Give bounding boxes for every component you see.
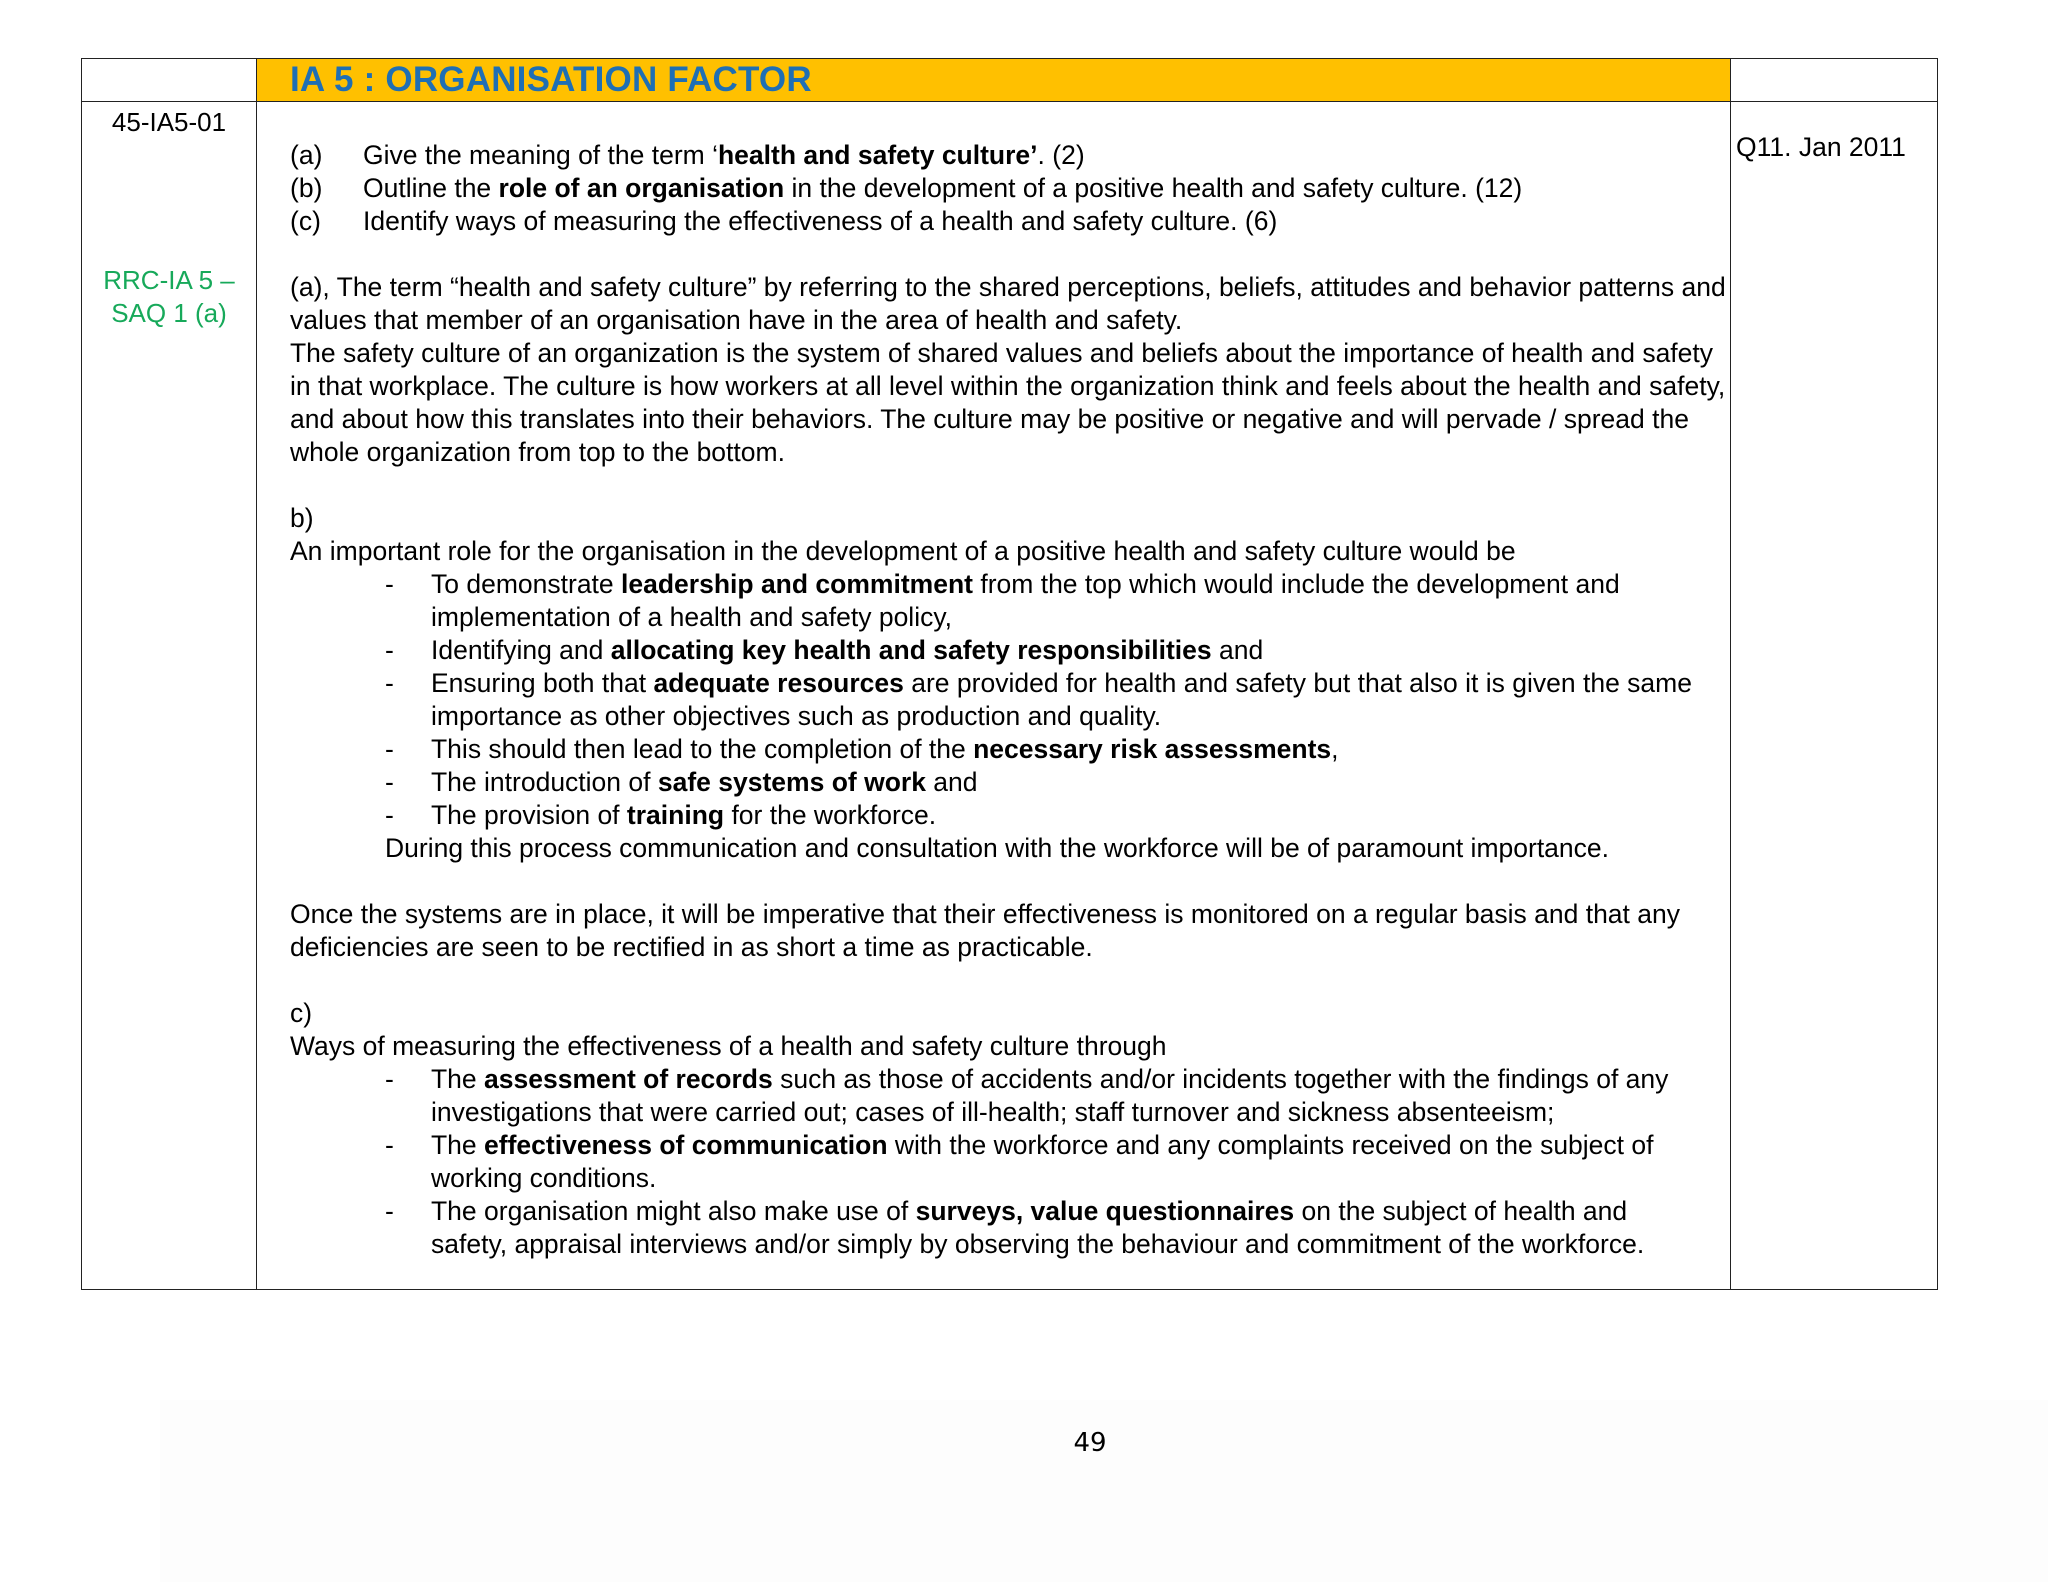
bullet-item: - The introduction of safe systems of work and [385,767,978,797]
page-number: 49 [1073,1428,1107,1458]
answer-b-intro: An important role for the organisation in the development of a positive health and safety culture would be [290,536,1516,566]
question-text: Identify ways of measuring the effectiveness of a health and safety culture. (6) [363,206,1278,236]
question-item [290,205,1730,238]
content-row [82,102,1938,1290]
question-label: (b) [290,173,323,203]
answer-c-intro: Ways of measuring the effectiveness of a health and safety culture through [290,1031,1167,1061]
answer-c-bullets [290,1063,1730,1261]
question-table [81,58,1938,1290]
header-row [82,59,1938,102]
section-title: IA 5 : ORGANISATION FACTOR [257,59,1731,102]
question-text: Outline the role of an organisation in the development of a positive health and safety culture. (12) [363,173,1523,203]
source-cell: Q11. Jan 2011 [1731,102,1938,1290]
bullet-item: - To demonstrate leadership and commitment from the top which would include the development and implementation of a health and safety policy, [385,569,1620,632]
question-item [290,172,1730,205]
rrc-line-2: SAQ 1 (a) [111,298,227,328]
answer-b-closing: During this process communication and consultation with the workforce will be of paramount importance. [385,833,1610,863]
bullet-item: - The assessment of records such as those of accidents and/or incidents together with the findings of any investigations that were carried out; cases of ill-health; staff turnover and sickness absenteeism; [385,1064,1669,1127]
answer-c-label: c) [290,998,313,1028]
answer-a-paragraph-1: (a), The term “health and safety culture” by referring to the shared perceptions, beliefs, attitudes and behavior patterns and values that member of an organisation have in the area of health and safety. [290,272,1726,335]
reference-cell [82,102,257,1290]
question-label: (a) [290,140,323,170]
answer-b-label: b) [290,503,314,533]
bullet-item: - This should then lead to the completion of the necessary risk assessments, [385,734,1339,764]
answer-a-paragraph-2: The safety culture of an organization is the system of shared values and beliefs about the importance of health and safety in that workplace. The culture is how workers at all level within the organization think and feels about the health and safety, and about how this translates into their behaviors. The culture may be positive or negative and will pervade / spread the whole organization from top to the bottom. [290,338,1726,467]
rrc-line-1: RRC-IA 5 – [103,265,235,295]
rrc-reference [82,264,256,330]
bullet-item: - The effectiveness of communication with the workforce and any complaints received on the subject of working conditions. [385,1130,1654,1193]
bullet-item: - The organisation might also make use of surveys, value questionnaires on the subject of health and safety, appraisal interviews and/or simply by observing the behaviour and commitment of the workforce. [385,1196,1645,1259]
question-list [290,139,1730,238]
header-blank-left [82,59,257,102]
answer-b-monitoring: Once the systems are in place, it will be imperative that their effectiveness is monitored on a regular basis and that any deficiencies are seen to be rectified in as short a time as practicable. [290,899,1680,962]
question-item [290,139,1730,172]
question-text: Give the meaning of the term ‘health and safety culture’. (2) [363,140,1085,170]
answer-cell [257,102,1731,1290]
bullet-item: - Ensuring both that adequate resources are provided for health and safety but that also it is given the same importance as other objectives such as production and quality. [385,668,1692,731]
bullet-item: - Identifying and allocating key health and safety responsibilities and [385,635,1264,665]
bullet-item: - The provision of training for the workforce. [385,800,937,830]
question-code: 45-IA5-01 [111,107,227,137]
question-label: (c) [290,206,321,236]
answer-b-bullets [290,568,1730,832]
header-blank-right [1731,59,1938,102]
